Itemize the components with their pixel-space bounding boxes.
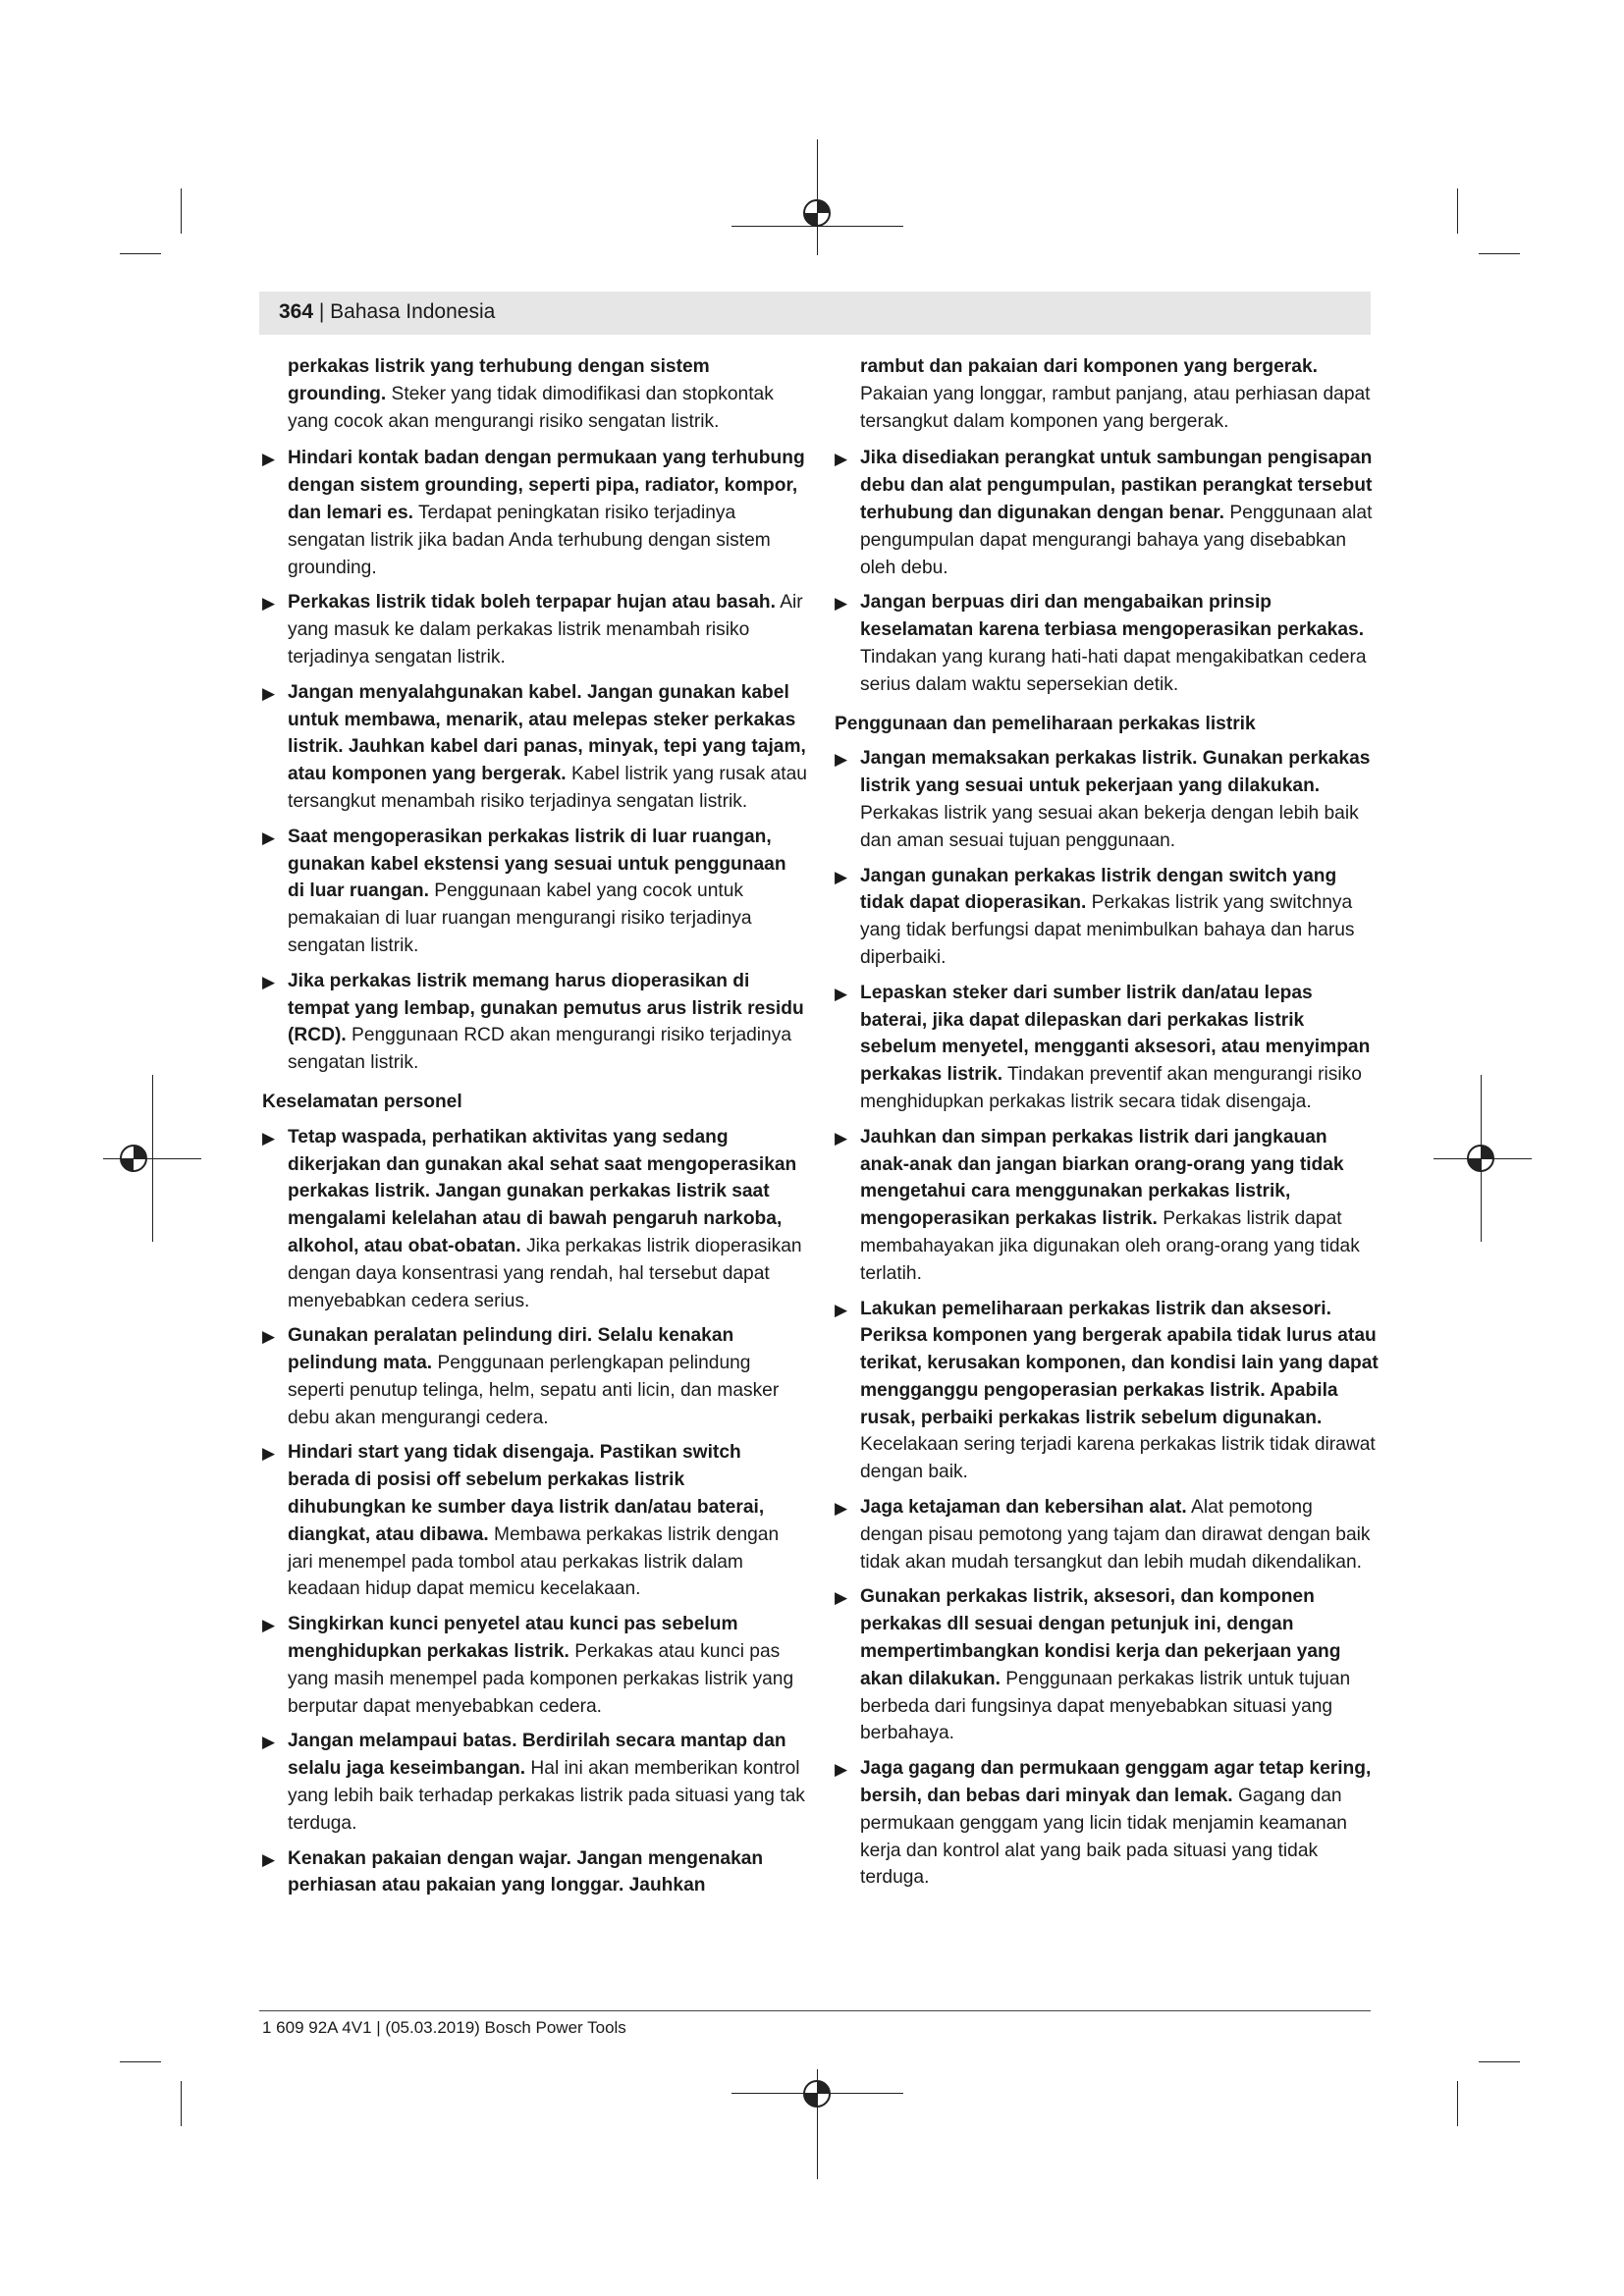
registration-target-icon <box>797 193 837 233</box>
right-column <box>835 353 1380 1899</box>
bullet-triangle-icon: ▶ <box>835 1588 848 1608</box>
item-bold-text: Hindari kontak badan dengan permukaan yang terhubung dengan sistem grounding, seperti pipa, radiator, kompor, dan lemari es. <box>288 448 805 523</box>
personal-safety-list <box>262 1124 807 1900</box>
item-text: Perkakas listrik dapat membahayakan jika digunakan oleh orang-orang yang tidak terlatih. <box>860 1208 1360 1284</box>
list-item <box>262 824 807 960</box>
item-text: Perkakas listrik yang switchnya yang tidak berfungsi dapat menimbulkan bahaya dan harus diperbaiki. <box>860 892 1355 968</box>
item-text: Gagang dan permukaan genggam yang licin tidak menjamin keamanan kerja dan kontrol alat yang baik pada situasi yang tidak terduga. <box>860 1786 1347 1889</box>
item-bold-text: Jika disediakan perangkat untuk sambungan pengisapan debu dan alat pengumpulan, pastikan perangkat tersebut terhubung dan digunakan dengan benar. <box>860 448 1373 523</box>
bullet-triangle-icon: ▶ <box>835 1760 848 1780</box>
crop-mark-top-right-h <box>1479 253 1520 254</box>
item-bold-text: Jangan berpuas diri dan mengabaikan prinsip keselamatan karena terbiasa mengoperasikan perkakas. <box>860 592 1365 641</box>
item-text: Penggunaan kabel yang cocok untuk pemakaian di luar ruangan mengurangi risiko terjadinya sengatan listrik. <box>288 881 752 956</box>
bullet-triangle-icon: ▶ <box>262 594 276 614</box>
item-bold-text: Gunakan peralatan pelindung diri. Selalu kenakan pelindung mata. <box>288 1325 734 1374</box>
item-bold-text: Singkirkan kunci penyetel atau kunci pas sebelum menghidupkan perkakas listrik. <box>288 1614 738 1663</box>
item-text: Tindakan yang kurang hati-hati dapat mengakibatkan cedera serius dalam waktu sepersekian detik. <box>860 646 1367 695</box>
item-bold-text: Lepaskan steker dari sumber listrik dan/atau lepas baterai, jika dapat dilepaskan dari perkakas listrik sebelum menyetel, mengganti aksesori, atau menyimpan perkakas listrik. <box>860 982 1371 1086</box>
list-item <box>835 589 1380 698</box>
right-intro-bold: rambut dan pakaian dari komponen yang bergerak. <box>860 356 1318 377</box>
list-item <box>835 1494 1380 1575</box>
item-text: Tindakan preventif akan mengurangi risiko menghidupkan perkakas listrik secara tidak disengaja. <box>860 1064 1362 1112</box>
list-item <box>262 1124 807 1315</box>
page-number: 364 <box>279 300 314 323</box>
item-text: Membawa perkakas listrik dengan jari menempel pada tombol atau perkakas listrik dalam keadaan hidup dapat memicu kecelakaan. <box>288 1523 780 1600</box>
list-item <box>262 445 807 581</box>
left-intro-paragraph <box>262 353 807 435</box>
bullet-triangle-icon: ▶ <box>262 1128 276 1148</box>
left-items-list <box>262 445 807 1077</box>
crop-mark-bottom-left-v <box>181 2081 182 2126</box>
list-item <box>262 968 807 1077</box>
header-text <box>279 299 495 325</box>
list-item <box>262 1611 807 1720</box>
bullet-triangle-icon: ▶ <box>262 828 276 847</box>
bullet-triangle-icon: ▶ <box>835 867 848 886</box>
list-item <box>262 1322 807 1431</box>
item-bold-text: Kenakan pakaian dengan wajar. Jangan mengenakan perhiasan atau pakaian yang longgar. Jauhkan <box>288 1847 764 1896</box>
item-bold-text: Jangan memaksakan perkakas listrik. Gunakan perkakas listrik yang sesuai untuk pekerjaan yang dilakukan. <box>860 748 1371 797</box>
bullet-triangle-icon: ▶ <box>835 1300 848 1319</box>
item-text: Perkakas listrik yang sesuai akan bekerja dengan lebih baik dan aman sesuai tujuan penggunaan. <box>860 802 1359 851</box>
bullet-triangle-icon: ▶ <box>835 984 848 1003</box>
bullet-triangle-icon: ▶ <box>835 1128 848 1148</box>
bullet-triangle-icon: ▶ <box>262 1733 276 1752</box>
item-text: Kecelakaan sering terjadi karena perkakas listrik tidak dirawat dengan baik. <box>860 1434 1376 1483</box>
crop-mark-top-right-v <box>1457 188 1458 234</box>
item-bold-text: Jauhkan dan simpan perkakas listrik dari jangkauan anak-anak dan jangan biarkan orang-orang yang tidak mengetahui cara menggunakan perkakas listrik, mengoperasikan perkakas listrik. <box>860 1126 1344 1230</box>
item-bold-text: Jangan gunakan perkakas listrik dengan switch yang tidak dapat dioperasikan. <box>860 865 1337 914</box>
crop-mark-bottom-right-h <box>1479 2061 1520 2062</box>
list-item <box>262 1728 807 1837</box>
item-bold-text: Lakukan pemeliharaan perkakas listrik dan aksesori. Periksa komponen yang bergerak apabila tidak lurus atau terikat, kerusakan komponen, dan kondisi lain yang dapat mengganggu pengoperasian perkakas listrik. Apabila rusak, perbaiki perkakas listrik sebelum digunakan. <box>860 1298 1379 1428</box>
list-item <box>262 589 807 670</box>
list-item <box>835 745 1380 854</box>
bullet-triangle-icon: ▶ <box>835 450 848 469</box>
registration-target-icon <box>797 2074 837 2113</box>
bullet-triangle-icon: ▶ <box>262 972 276 991</box>
bullet-triangle-icon: ▶ <box>262 450 276 469</box>
list-item <box>262 1439 807 1603</box>
item-text: Alat pemotong dengan pisau pemotong yang tajam dan dirawat dengan baik tidak akan mudah tersangkut dan lebih mudah dikendalikan. <box>860 1497 1371 1573</box>
item-text: Penggunaan perkakas listrik untuk tujuan berbeda dari fungsinya dapat menyebabkan situasi yang berbahaya. <box>860 1668 1351 1744</box>
item-bold-text: Jaga gagang dan permukaan genggam agar tetap kering, bersih, dan bebas dari minyak dan lemak. <box>860 1758 1372 1807</box>
item-bold-text: Hindari start yang tidak disengaja. Pastikan switch berada di posisi off sebelum perkakas listrik dihubungkan ke sumber daya listrik dan/atau baterai, diangkat, atau dibawa. <box>288 1442 765 1545</box>
list-item <box>835 1583 1380 1747</box>
list-item <box>262 679 807 816</box>
list-item <box>835 1755 1380 1892</box>
bullet-triangle-icon: ▶ <box>835 750 848 770</box>
section-title-tool-use: Penggunaan dan pemeliharaan perkakas listrik <box>835 713 1256 734</box>
item-text: Perkakas atau kunci pas yang masih menempel pada komponen perkakas listrik yang berputar dapat menyebabkan cedera. <box>288 1641 794 1717</box>
item-bold-text: Saat mengoperasikan perkakas listrik di luar ruangan, gunakan kabel ekstensi yang sesuai untuk penggunaan di luar ruangan. <box>288 826 786 902</box>
footer-divider <box>259 2010 1371 2011</box>
item-text: Penggunaan perlengkapan pelindung seperti penutup telinga, helm, sepatu anti licin, dan masker debu akan mengurangi cedera. <box>288 1353 780 1428</box>
item-bold-text: Tetap waspada, perhatikan aktivitas yang sedang dikerjakan dan gunakan akal sehat saat mengoperasikan perkakas listrik. Jangan gunakan perkakas listrik saat mengalami kelelahan atau di bawah pengaruh narkoba, alkohol, atau obat-obatan. <box>288 1126 797 1256</box>
header-separator: | <box>313 300 331 323</box>
item-bold-text: Jangan melampaui batas. Berdirilah secara mantap dan selalu jaga keseimbangan. <box>288 1731 786 1780</box>
crop-mark-top-left-v <box>181 188 182 234</box>
right-intro-text: Pakaian yang longgar, rambut panjang, atau perhiasan dapat tersangkut dalam komponen yang bergerak. <box>860 383 1371 432</box>
item-text: Hal ini akan memberikan kontrol yang lebih baik terhadap perkakas listrik pada situasi yang tak terduga. <box>288 1758 805 1834</box>
item-text: Penggunaan RCD akan mengurangi risiko terjadinya sengatan listrik. <box>288 1025 791 1074</box>
item-text: Terdapat peningkatan risiko terjadinya sengatan listrik jika badan Anda terhubung dengan sistem grounding. <box>288 502 771 578</box>
right-items-list <box>835 445 1380 698</box>
bullet-triangle-icon: ▶ <box>262 1616 276 1635</box>
list-item <box>835 1296 1380 1487</box>
page-header <box>259 292 1371 335</box>
left-column <box>262 353 807 1907</box>
bullet-triangle-icon: ▶ <box>835 594 848 614</box>
list-item <box>835 445 1380 581</box>
registration-target-icon <box>1461 1139 1500 1178</box>
list-item <box>835 1124 1380 1288</box>
item-bold-text: Jaga ketajaman dan kebersihan alat. <box>860 1497 1187 1519</box>
item-text: Kabel listrik yang rusak atau tersangkut menambah risiko terjadinya sengatan listrik. <box>288 764 807 812</box>
header-language: Bahasa Indonesia <box>330 300 496 323</box>
right-intro-paragraph <box>835 353 1380 435</box>
bullet-triangle-icon: ▶ <box>835 1499 848 1519</box>
item-text: Penggunaan alat pengumpulan dapat mengurangi bahaya yang disebabkan oleh debu. <box>860 502 1373 578</box>
item-bold-text: Jangan menyalahgunakan kabel. Jangan gunakan kabel untuk membawa, menarik, atau melepas steker perkakas listrik. Jauhkan kabel dari panas, minyak, tepi yang tajam, atau komponen yang bergerak. <box>288 681 806 785</box>
item-bold-text: Jika perkakas listrik memang harus dioperasikan di tempat yang lembap, gunakan pemutus arus listrik residu (RCD). <box>288 970 804 1046</box>
tool-use-list <box>835 745 1380 1892</box>
left-intro-text: Steker yang tidak dimodifikasi dan stopkontak yang cocok akan mengurangi risiko sengatan listrik. <box>288 383 774 432</box>
crop-mark-bottom-right-v <box>1457 2081 1458 2126</box>
bullet-triangle-icon: ▶ <box>262 1444 276 1464</box>
list-item <box>835 980 1380 1116</box>
footer-text: 1 609 92A 4V1 | (05.03.2019) Bosch Power Tools <box>262 2018 626 2037</box>
item-text: Jika perkakas listrik dioperasikan dengan daya konsentrasi yang rendah, hal tersebut dapat menyebabkan cedera serius. <box>288 1235 802 1311</box>
crop-mark-top-left-h <box>120 253 161 254</box>
registration-target-icon <box>114 1139 153 1178</box>
list-item <box>262 1845 807 1900</box>
bullet-triangle-icon: ▶ <box>262 683 276 703</box>
left-intro-bold: perkakas listrik yang terhubung dengan sistem grounding. <box>288 356 710 404</box>
list-item <box>835 863 1380 972</box>
crop-mark-bottom-left-h <box>120 2061 161 2062</box>
section-title-personal-safety: Keselamatan personel <box>262 1091 462 1112</box>
bullet-triangle-icon: ▶ <box>262 1327 276 1347</box>
item-bold-text: Gunakan perkakas listrik, aksesori, dan komponen perkakas dll sesuai dengan petunjuk ini, dengan mempertimbangkan kondisi kerja dan pekerjaan yang akan dilakukan. <box>860 1586 1341 1689</box>
item-bold-text: Perkakas listrik tidak boleh terpapar hujan atau basah. <box>288 592 776 614</box>
bullet-triangle-icon: ▶ <box>262 1849 276 1869</box>
item-text: Air yang masuk ke dalam perkakas listrik menambah risiko terjadinya sengatan listrik. <box>288 592 803 667</box>
